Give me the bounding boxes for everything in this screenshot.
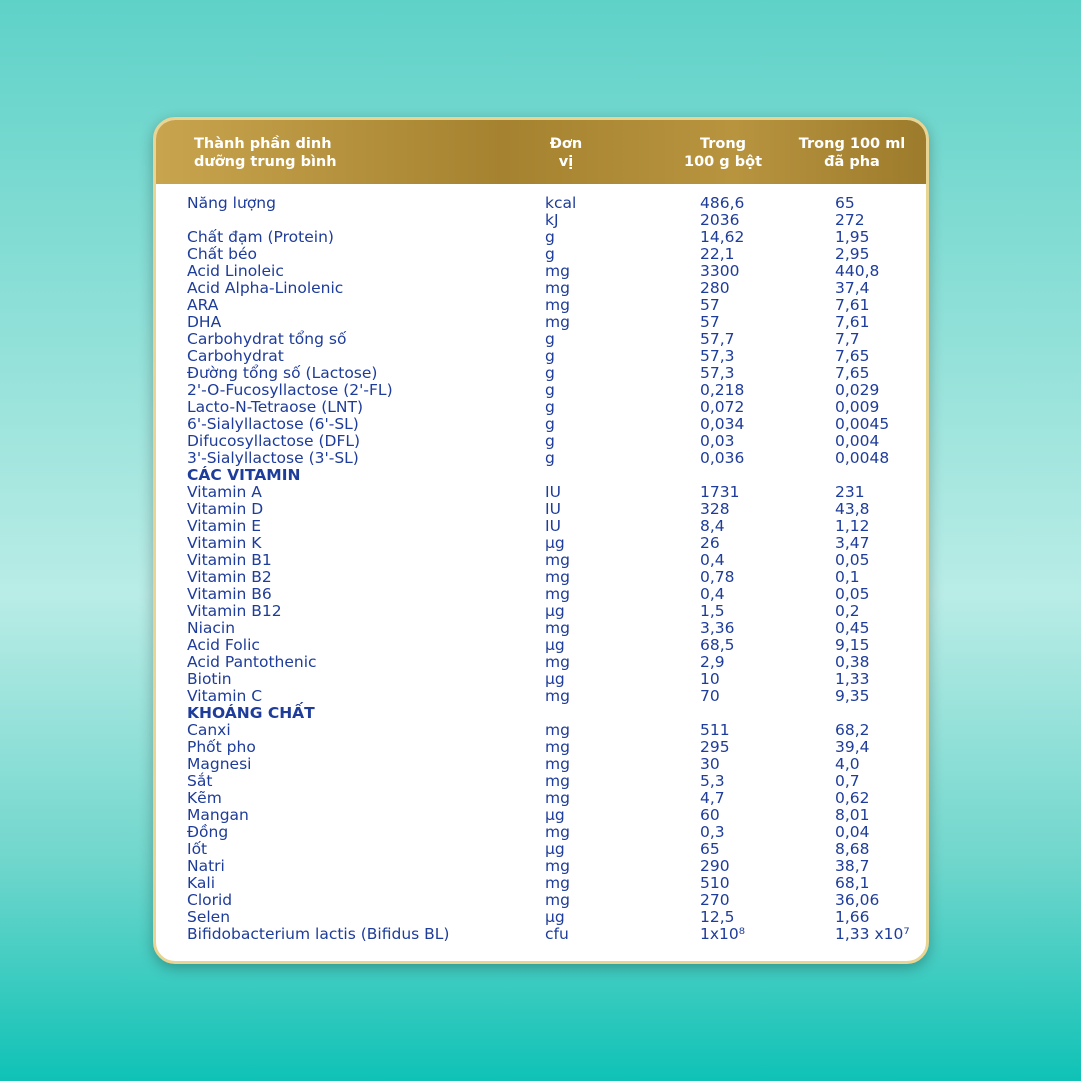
table-row <box>187 416 917 433</box>
per-100g-value: 57,3 <box>700 347 735 365</box>
unit-value: mg <box>545 568 570 586</box>
table-row <box>187 926 917 943</box>
per-100g-value: 0,218 <box>700 381 745 399</box>
unit-value: mg <box>545 874 570 892</box>
unit-value: mg <box>545 585 570 603</box>
table-row <box>187 620 917 637</box>
table-row <box>187 858 917 875</box>
per-100ml-value: 0,004 <box>835 432 880 450</box>
per-100g-value: 510 <box>700 874 730 892</box>
per-100g-value: 290 <box>700 857 730 875</box>
nutrient-name: Vitamin K <box>187 534 262 552</box>
per-100ml-value: 7,61 <box>835 296 870 314</box>
per-100g-value: 14,62 <box>700 228 745 246</box>
per-100g-value: 0,072 <box>700 398 745 416</box>
table-row <box>187 314 917 331</box>
nutrient-name: Vitamin A <box>187 483 262 501</box>
nutrient-name: KHOÁNG CHẤT <box>187 704 315 722</box>
unit-value: IU <box>545 500 561 518</box>
per-100ml-value: 68,1 <box>835 874 870 892</box>
per-100g-value: 10 <box>700 670 720 688</box>
header-unit: Đơn vị <box>549 136 583 170</box>
table-row <box>187 331 917 348</box>
table-row <box>187 382 917 399</box>
unit-value: g <box>545 415 555 433</box>
per-100ml-value: 0,029 <box>835 381 880 399</box>
per-100ml-value: 39,4 <box>835 738 870 756</box>
per-100ml-value: 231 <box>835 483 865 501</box>
per-100g-value: 26 <box>700 534 720 552</box>
nutrient-name: Canxi <box>187 721 231 739</box>
table-row <box>187 807 917 824</box>
per-100ml-value: 7,61 <box>835 313 870 331</box>
table-row <box>187 773 917 790</box>
table-row <box>187 212 917 229</box>
table-row <box>187 246 917 263</box>
unit-value: mg <box>545 313 570 331</box>
per-100ml-value: 3,47 <box>835 534 870 552</box>
nutrient-name: Đồng <box>187 823 229 841</box>
unit-value: mg <box>545 262 570 280</box>
per-100g-value: 60 <box>700 806 720 824</box>
table-row <box>187 824 917 841</box>
per-100ml-value: 68,2 <box>835 721 870 739</box>
table-row <box>187 756 917 773</box>
unit-value: mg <box>545 772 570 790</box>
per-100ml-value: 7,7 <box>835 330 860 348</box>
unit-value: cfu <box>545 925 569 943</box>
unit-value: mg <box>545 653 570 671</box>
per-100g-value: 57,3 <box>700 364 735 382</box>
table-row <box>187 535 917 552</box>
nutrient-name: Vitamin B6 <box>187 585 272 603</box>
unit-value: IU <box>545 483 561 501</box>
unit-value: mg <box>545 687 570 705</box>
per-100ml-value: 0,62 <box>835 789 870 807</box>
nutrient-name: Vitamin E <box>187 517 262 535</box>
header-per-100g: Trong 100 g bột <box>683 136 762 170</box>
nutrient-name: Carbohydrat tổng số <box>187 330 347 348</box>
per-100g-value: 1731 <box>700 483 740 501</box>
per-100ml-value: 7,65 <box>835 347 870 365</box>
per-100g-value: 57 <box>700 313 720 331</box>
per-100g-value: 486,6 <box>700 194 745 212</box>
nutrient-name: Clorid <box>187 891 233 909</box>
per-100ml-value: 0,0048 <box>835 449 890 467</box>
nutrient-name: Chất béo <box>187 245 258 263</box>
per-100ml-value: 38,7 <box>835 857 870 875</box>
table-row <box>187 501 917 518</box>
per-100g-value: 0,03 <box>700 432 735 450</box>
nutrient-name: Magnesi <box>187 755 252 773</box>
per-100g-value: 4,7 <box>700 789 725 807</box>
unit-value: mg <box>545 721 570 739</box>
per-100g-value: 2036 <box>700 211 740 229</box>
table-row <box>187 484 917 501</box>
per-100g-value: 0,036 <box>700 449 745 467</box>
nutrient-name: Niacin <box>187 619 236 637</box>
nutrient-name: Vitamin B2 <box>187 568 272 586</box>
per-100g-value: 12,5 <box>700 908 735 926</box>
per-100ml-value: 0,45 <box>835 619 870 637</box>
nutrient-name: 3'-Sialyllactose (3'-SL) <box>187 449 359 467</box>
unit-value: IU <box>545 517 561 535</box>
per-100ml-value: 8,01 <box>835 806 870 824</box>
per-100ml-value: 4,0 <box>835 755 860 773</box>
per-100ml-value: 2,95 <box>835 245 870 263</box>
table-row <box>187 399 917 416</box>
per-100g-value: 57,7 <box>700 330 735 348</box>
per-100ml-value: 1,66 <box>835 908 870 926</box>
per-100g-value: 5,3 <box>700 772 725 790</box>
unit-value: µg <box>545 602 565 620</box>
per-100ml-value: 0,2 <box>835 602 860 620</box>
per-100g-value: 30 <box>700 755 720 773</box>
nutrient-name: CÁC VITAMIN <box>187 466 301 484</box>
nutrient-name: Natri <box>187 857 225 875</box>
nutrient-name: 2'-O-Fucosyllactose (2'-FL) <box>187 381 393 399</box>
table-row <box>187 909 917 926</box>
nutrient-name: Biotin <box>187 670 232 688</box>
unit-value: mg <box>545 738 570 756</box>
per-100ml-value: 0,05 <box>835 585 870 603</box>
unit-value: mg <box>545 755 570 773</box>
nutrient-name: Vitamin D <box>187 500 264 518</box>
table-row <box>187 875 917 892</box>
per-100g-value: 328 <box>700 500 730 518</box>
unit-value: mg <box>545 823 570 841</box>
per-100ml-value: 0,009 <box>835 398 880 416</box>
table-row <box>187 790 917 807</box>
nutrient-name: Lacto-N-Tetraose (LNT) <box>187 398 363 416</box>
nutrient-name: ARA <box>187 296 219 314</box>
unit-value: g <box>545 432 555 450</box>
per-100g-value: 70 <box>700 687 720 705</box>
unit-value: g <box>545 364 555 382</box>
unit-value: mg <box>545 619 570 637</box>
table-row <box>187 518 917 535</box>
per-100ml-value: 1,95 <box>835 228 870 246</box>
per-100g-value: 65 <box>700 840 720 858</box>
per-100g-value: 0,034 <box>700 415 745 433</box>
header-nutrient: Thành phần dinh dưỡng trung bình <box>194 136 337 170</box>
per-100g-value: 0,78 <box>700 568 735 586</box>
per-100ml-value: 0,1 <box>835 568 860 586</box>
per-100ml-value: 37,4 <box>835 279 870 297</box>
unit-value: mg <box>545 296 570 314</box>
table-row <box>187 263 917 280</box>
per-100ml-value: 9,15 <box>835 636 870 654</box>
per-100ml-value: 8,68 <box>835 840 870 858</box>
per-100ml-value: 1,33 x10⁷ <box>835 925 910 943</box>
per-100ml-value: 0,04 <box>835 823 870 841</box>
table-row <box>187 637 917 654</box>
per-100ml-value: 272 <box>835 211 865 229</box>
unit-value: kJ <box>545 211 559 229</box>
nutrient-name: Acid Folic <box>187 636 260 654</box>
per-100g-value: 0,4 <box>700 551 725 569</box>
table-header <box>156 120 926 184</box>
nutrient-name: 6'-Sialyllactose (6'-SL) <box>187 415 359 433</box>
per-100ml-value: 7,65 <box>835 364 870 382</box>
nutrient-name: Selen <box>187 908 231 926</box>
per-100g-value: 3300 <box>700 262 740 280</box>
per-100g-value: 280 <box>700 279 730 297</box>
section-heading-row <box>187 467 917 484</box>
unit-value: g <box>545 245 555 263</box>
table-row <box>187 450 917 467</box>
unit-value: mg <box>545 551 570 569</box>
table-row <box>187 229 917 246</box>
nutrient-name: Kẽm <box>187 789 222 807</box>
table-row <box>187 892 917 909</box>
per-100ml-value: 1,33 <box>835 670 870 688</box>
unit-value: µg <box>545 908 565 926</box>
nutrient-name: Difucosyllactose (DFL) <box>187 432 361 450</box>
unit-value: mg <box>545 279 570 297</box>
nutrient-name: Phốt pho <box>187 738 256 756</box>
per-100g-value: 0,4 <box>700 585 725 603</box>
table-row <box>187 297 917 314</box>
per-100ml-value: 0,7 <box>835 772 860 790</box>
header-per-100ml: Trong 100 ml đã pha <box>798 136 906 170</box>
unit-value: µg <box>545 670 565 688</box>
unit-value: g <box>545 330 555 348</box>
nutrient-name: Iốt <box>187 840 208 858</box>
table-row <box>187 739 917 756</box>
nutrient-name: Kali <box>187 874 216 892</box>
table-row <box>187 195 917 212</box>
nutrient-name: Sắt <box>187 772 213 790</box>
unit-value: kcal <box>545 194 577 212</box>
unit-value: g <box>545 449 555 467</box>
unit-value: g <box>545 381 555 399</box>
nutrient-name: Acid Pantothenic <box>187 653 317 671</box>
per-100g-value: 3,36 <box>700 619 735 637</box>
table-row <box>187 365 917 382</box>
per-100ml-value: 43,8 <box>835 500 870 518</box>
nutrient-name: Chất đạm (Protein) <box>187 228 334 246</box>
table-row <box>187 722 917 739</box>
nutrition-table-body <box>187 195 917 943</box>
per-100g-value: 270 <box>700 891 730 909</box>
unit-value: µg <box>545 806 565 824</box>
section-heading-row <box>187 705 917 722</box>
unit-value: g <box>545 398 555 416</box>
per-100ml-value: 9,35 <box>835 687 870 705</box>
per-100g-value: 22,1 <box>700 245 735 263</box>
nutrient-name: Năng lượng <box>187 194 276 212</box>
per-100g-value: 511 <box>700 721 730 739</box>
per-100ml-value: 1,12 <box>835 517 870 535</box>
per-100g-value: 1,5 <box>700 602 725 620</box>
per-100g-value: 57 <box>700 296 720 314</box>
nutrition-facts-card <box>153 117 929 964</box>
table-row <box>187 433 917 450</box>
nutrient-name: DHA <box>187 313 222 331</box>
unit-value: g <box>545 347 555 365</box>
unit-value: µg <box>545 636 565 654</box>
nutrient-name: Vitamin C <box>187 687 263 705</box>
table-row <box>187 603 917 620</box>
per-100g-value: 1x10⁸ <box>700 925 745 943</box>
per-100ml-value: 0,05 <box>835 551 870 569</box>
table-row <box>187 841 917 858</box>
nutrient-name: Vitamin B1 <box>187 551 272 569</box>
table-row <box>187 654 917 671</box>
nutrient-name: Đường tổng số (Lactose) <box>187 364 378 382</box>
table-row <box>187 569 917 586</box>
nutrient-name: Bifidobacterium lactis (Bifidus BL) <box>187 925 450 943</box>
per-100ml-value: 65 <box>835 194 855 212</box>
nutrient-name: Mangan <box>187 806 249 824</box>
nutrient-name: Acid Linoleic <box>187 262 284 280</box>
table-row <box>187 586 917 603</box>
unit-value: mg <box>545 891 570 909</box>
nutrient-name: Vitamin B12 <box>187 602 282 620</box>
per-100g-value: 295 <box>700 738 730 756</box>
table-row <box>187 552 917 569</box>
table-row <box>187 280 917 297</box>
unit-value: mg <box>545 789 570 807</box>
nutrient-name: Carbohydrat <box>187 347 284 365</box>
per-100ml-value: 36,06 <box>835 891 880 909</box>
per-100g-value: 0,3 <box>700 823 725 841</box>
unit-value: µg <box>545 534 565 552</box>
per-100ml-value: 0,38 <box>835 653 870 671</box>
unit-value: mg <box>545 857 570 875</box>
unit-value: µg <box>545 840 565 858</box>
per-100g-value: 68,5 <box>700 636 735 654</box>
table-row <box>187 348 917 365</box>
unit-value: g <box>545 228 555 246</box>
table-row <box>187 688 917 705</box>
per-100ml-value: 0,0045 <box>835 415 890 433</box>
per-100ml-value: 440,8 <box>835 262 880 280</box>
nutrient-name: Acid Alpha-Linolenic <box>187 279 344 297</box>
per-100g-value: 8,4 <box>700 517 725 535</box>
per-100g-value: 2,9 <box>700 653 725 671</box>
table-row <box>187 671 917 688</box>
